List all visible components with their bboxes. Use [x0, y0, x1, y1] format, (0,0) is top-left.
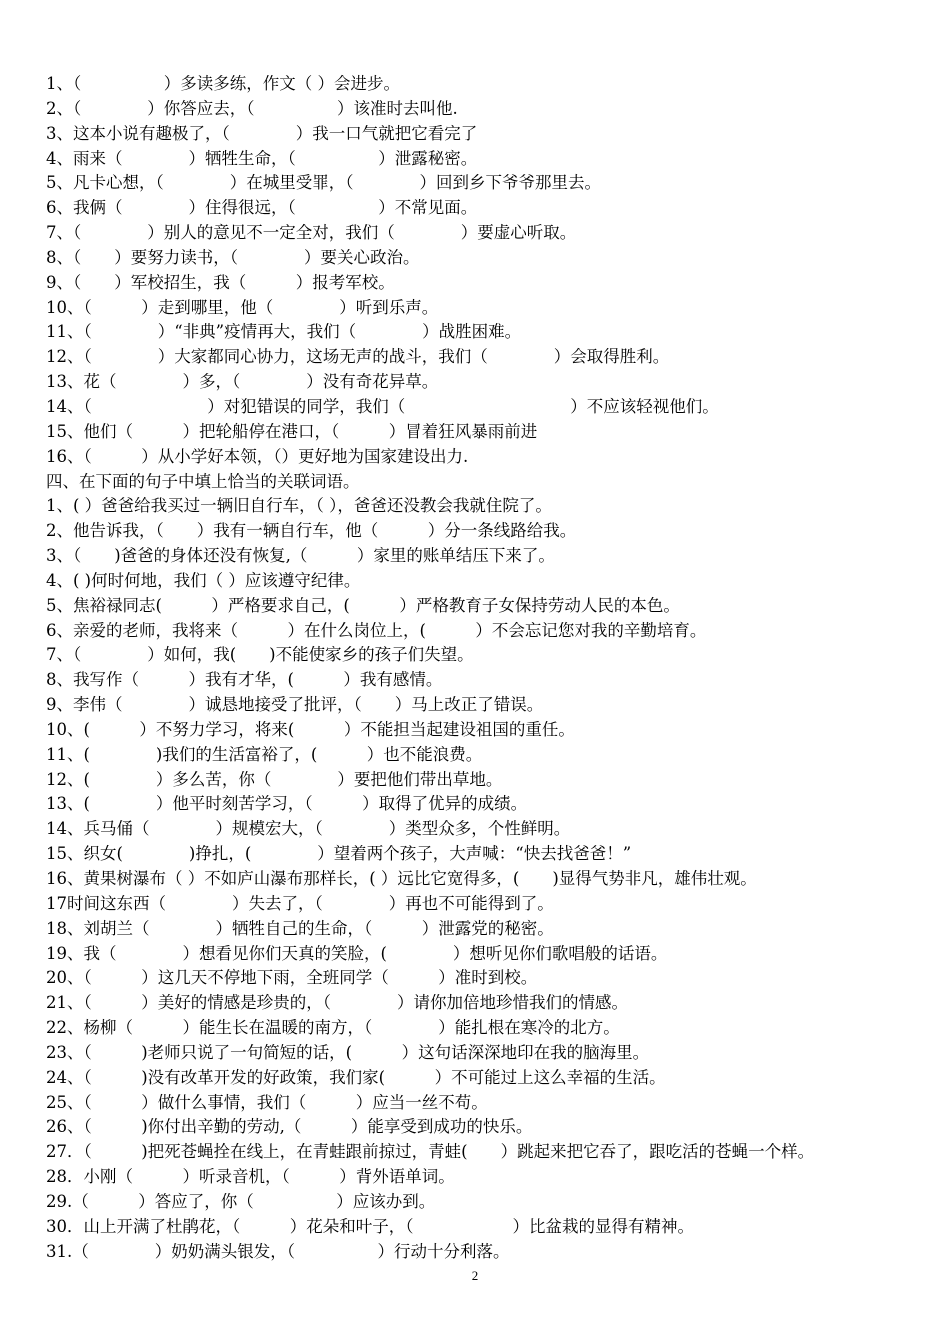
- exercise-line: 17时间这东西（ ）失去了，（ ）再也不可能得到了。: [46, 893, 554, 913]
- exercise-line: 4、雨来（ ）牺牲生命，（ ）泄露秘密。: [46, 148, 478, 168]
- exercise-line: 2、他告诉我，（ ）我有一辆自行车，他（ ）分一条线路给我。: [46, 521, 577, 541]
- exercise-line: 10、( ）不努力学习，将来( ）不能担当起建设祖国的重任。: [46, 719, 575, 739]
- exercise-line: 18、刘胡兰（ ）牺牲自己的生命，（ ）泄露党的秘密。: [46, 918, 554, 938]
- exercise-line: 12、（ ）大家都同心协力，这场无声的战斗，我们（ ）会取得胜利。: [46, 347, 670, 367]
- exercise-line: 15、织女( )挣扎，( ）望着两个孩子，大声喊：“快去找爸爸！”: [46, 844, 632, 864]
- exercise-line: 11、( )我们的生活富裕了，( ）也不能浪费。: [46, 744, 483, 764]
- exercise-line: 23、（ )老师只说了一句简短的话，( ）这句话深深地印在我的脑海里。: [46, 1042, 650, 1062]
- exercise-line: 12、( ）多么苦，你（ ）要把他们带出草地。: [46, 769, 503, 789]
- exercise-line: 13、( ）他平时刻苦学习，（ ）取得了优异的成绩。: [46, 794, 528, 814]
- exercise-line: 四、在下面的句子中填上恰当的关联词语。: [46, 471, 360, 491]
- exercise-line: 30．山上开满了杜鹃花，（ ）花朵和叶子，（ ）比盆栽的显得有精神。: [46, 1216, 694, 1236]
- exercise-line: 20、（ ）这几天不停地下雨，全班同学（ ）准时到校。: [46, 968, 538, 988]
- exercise-line: 28．小刚（ ）听录音机，（ ）背外语单词。: [46, 1167, 455, 1187]
- exercise-line: 13、花（ ）多，（ ）没有奇花异草。: [46, 372, 439, 392]
- exercise-line: 9、（ ）军校招生，我（ ）报考军校。: [46, 272, 395, 292]
- exercise-line: 14、兵马俑（ ）规模宏大，（ ）类型众多，个性鲜明。: [46, 819, 571, 839]
- exercise-line: 9、李伟（ ）诚恳地接受了批评，（ ）马上改正了错误。: [46, 695, 544, 715]
- exercise-line: 29.（ ）答应了，你（ ）应该办到。: [46, 1191, 436, 1211]
- exercise-line: 6、亲爱的老师，我将来（ ）在什么岗位上，( ）不会忘记您对我的辛勤培育。: [46, 620, 707, 640]
- exercise-line: 31.（ ）奶奶满头银发，（ ）行动十分利落。: [46, 1241, 510, 1261]
- exercise-list: [46, 72, 926, 1265]
- exercise-line: 1、（ ）多读多练，作文（ ）会进步。: [46, 74, 400, 93]
- exercise-line: 15、他们（ ）把轮船停在港口，（ ）冒着狂风暴雨前进: [46, 421, 538, 441]
- exercise-line: 7、（ ）如何，我( )不能使家乡的孩子们失望。: [46, 645, 474, 665]
- exercise-line: 25、（ ）做什么事情，我们（ ）应当一丝不苟。: [46, 1092, 488, 1112]
- exercise-line: 3、（ )爸爸的身体还没有恢复,（ ）家里的账单结压下来了。: [46, 546, 555, 566]
- exercise-line: 22、杨柳（ ）能生长在温暖的南方，（ ）能扎根在寒冷的北方。: [46, 1018, 620, 1038]
- exercise-line: 8、我写作（ ）我有才华，( ）我有感情。: [46, 670, 443, 690]
- exercise-line: 16、黄果树瀑布（ ）不如庐山瀑布那样长，( ）远比它宽得多，( )显得气势非凡，雄伟壮观。: [46, 869, 757, 888]
- exercise-line: 26、（ )你付出辛勤的劳动,（ ）能享受到成功的快乐。: [46, 1117, 533, 1137]
- exercise-line: 21、（ ）美好的情感是珍贵的，（ ）请你加倍地珍惜我们的情感。: [46, 993, 628, 1013]
- exercise-line: 4、( )何时何地，我们（ ）应该遵守纪律。: [46, 570, 361, 590]
- exercise-line: 3、这本小说有趣极了，（ ）我一口气就把它看完了: [46, 123, 478, 143]
- exercise-line: 19、我（ ）想看见你们天真的笑脸，( ）想听见你们歌唱般的话语。: [46, 943, 668, 963]
- exercise-line: 10、（ ）走到哪里，他（ ）听到乐声。: [46, 297, 439, 317]
- exercise-line: 16、（ ）从小学好本领，（）更好地为国家建设出力.: [46, 446, 469, 466]
- exercise-line: 27．（ )把死苍蝇拴在线上，在青蛙跟前掠过，青蛙( ）跳起来把它吞了，跟吃活的苍蝇一个样。: [46, 1142, 815, 1162]
- exercise-line: 1、( ）爸爸给我买过一辆旧自行车，（ ），爸爸还没教会我就住院了。: [46, 496, 552, 516]
- exercise-line: 5、焦裕禄同志( ）严格要求自己，( ）严格教育子女保持劳动人民的本色。: [46, 595, 680, 615]
- exercise-line: 8、（ ）要努力读书，（ ）要关心政治。: [46, 247, 420, 267]
- exercise-line: 2、（ ）你答应去，（ ）该准时去叫他.: [46, 98, 458, 118]
- exercise-line: 6、我俩（ ）住得很远，（ ）不常见面。: [46, 198, 478, 218]
- exercise-line: 14、（ ）对犯错误的同学，我们（ ）不应该轻视他们。: [46, 396, 719, 416]
- exercise-line: 24、（ )没有改革开发的好政策，我们家( ）不可能过上这么幸福的生活。: [46, 1067, 666, 1087]
- page-number: 2: [471, 1268, 479, 1283]
- exercise-line: 5、凡卡心想，（ ）在城里受罪，（ ）回到乡下爷爷那里去。: [46, 173, 601, 193]
- exercise-line: 7、（ ）别人的意见不一定全对，我们（ ）要虚心听取。: [46, 223, 577, 243]
- exercise-line: 11、（ ）“非典”疫情再大，我们（ ）战胜困难。: [46, 322, 522, 342]
